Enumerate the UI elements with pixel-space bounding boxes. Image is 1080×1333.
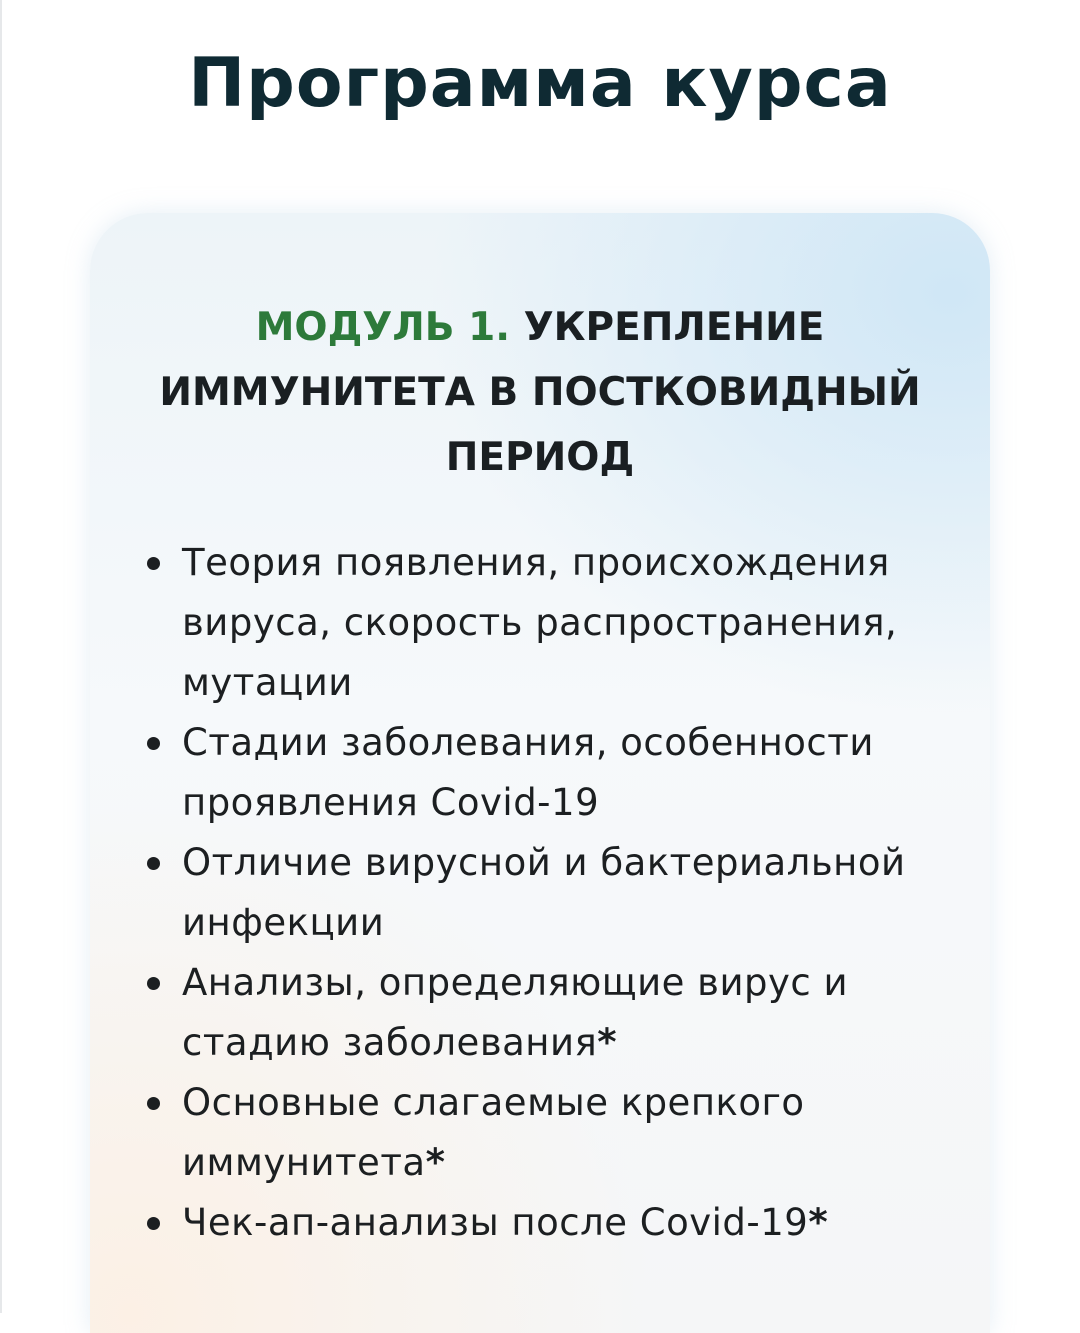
page-edge-divider [0,0,2,1313]
list-item [182,1193,972,1253]
topic-text: Теория появления, происхождения вируса, скорость распространения, мутации [182,541,898,704]
module-card [90,213,990,1333]
bullet-dot-icon [147,737,160,750]
topic-text: Чек-ап-анализы после Covid-19 [182,1201,809,1244]
bullet-dot-icon [147,857,160,870]
topic-text: Анализы, определяющие вирус и стадию заболевания [182,961,849,1064]
topic-list [182,533,972,1253]
list-item [182,533,972,713]
asterisk-mark: * [597,1021,618,1064]
bullet-dot-icon [147,557,160,570]
list-item [182,1073,972,1193]
bullet-dot-icon [147,1097,160,1110]
page-title: Программа курса [188,44,892,123]
list-item [182,953,972,1073]
topic-text: Основные слагаемые крепкого иммунитета [182,1081,805,1184]
topic-text: Отличие вирусной и бактериальной инфекции [182,841,906,944]
asterisk-mark: * [425,1141,446,1184]
bullet-dot-icon [147,1217,160,1230]
module-number-label: МОДУЛЬ 1. [255,305,511,350]
asterisk-mark: * [808,1201,829,1244]
module-heading [120,295,960,490]
topic-text: Стадии заболевания, особенности проявления Covid-19 [182,721,874,824]
list-item [182,713,972,833]
list-item [182,833,972,953]
bullet-dot-icon [147,977,160,990]
module-title: УКРЕПЛЕНИЕ ИММУНИТЕТА В ПОСТКОВИДНЫЙ ПЕРИОД [159,305,921,480]
